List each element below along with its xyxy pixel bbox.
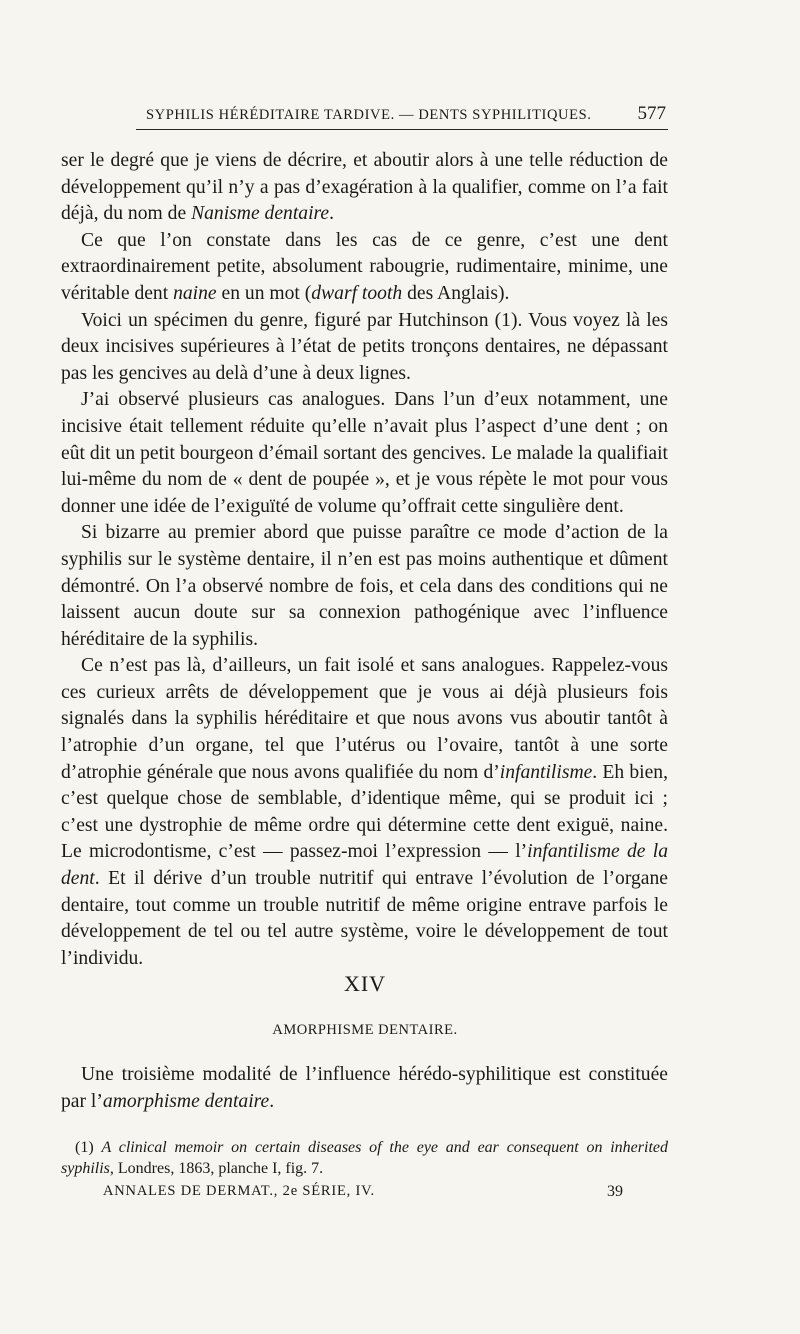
italic-text: amorphisme dentaire — [102, 1090, 270, 1112]
text-run: J’ai observé plusieurs cas analogues. Dans l’un d’eux notamment, une incisive était tellement réduite qu’elle n’avait plus l’aspect d’une dent ; on eût dit un petit bourgeon d’émail sortant des gencives. Le malade la qualifiait lui-même du nom de « dent de poupée », et je vous répète le mot pour vous donner une idée de l’exiguïté de volume qu’offrait cette singulière dent. — [61, 389, 668, 517]
running-head — [146, 103, 666, 125]
text-run: , Londres, 1863, planche I, fig. 7. — [109, 1160, 324, 1177]
text-run: Si bizarre au premier abord que puisse paraître ce mode d’action de la syphilis sur le système dentaire, il n’en est pas moins authentique et dûment démontré. On l’a observé nombre de fois, et cela dans des conditions qui ne laissent aucun doute sur sa connexion pathogénique avec l’influence héréditaire de la syphilis. — [61, 522, 668, 650]
text-run: (1) — [75, 1139, 102, 1156]
paragraph — [61, 148, 668, 228]
body-text — [61, 148, 668, 972]
text-run: Une troisième modalité de l’influence hérédo-syphilitique est constituée par l’ — [61, 1064, 668, 1112]
journal-signature: ANNALES DE DERMAT., 2e SÉRIE, IV. — [103, 1183, 375, 1199]
paragraph — [61, 387, 668, 520]
paragraph — [61, 228, 668, 308]
italic-text: A clinical memoir on certain diseases of the eye and ear consequent on inherited syphilis — [61, 1139, 669, 1177]
signature-line — [103, 1183, 623, 1201]
text-run: . — [269, 1090, 275, 1112]
section-paragraph — [61, 1062, 668, 1115]
text-run: Ce n’est pas là, d’ailleurs, un fait isolé et sans analogues. Rappelez-vous ces curieux arrêts de développement que je vous ai déjà plusieurs fois signalés dans la syphilis héréditaire et que nous avons vus aboutir tantôt à l’atrophie d’un organe, tel que l’utérus ou l’ovaire, tantôt à une sorte d’atrophie générale que nous avons qualifiée du nom d’ — [61, 655, 668, 783]
text-run: en un mot ( — [216, 282, 312, 304]
sheet-number: 39 — [607, 1183, 623, 1200]
footnote — [61, 1137, 668, 1179]
text-run: ser le degré que je viens de décrire, et aboutir alors à une telle réduction de développement qu’il n’y a pas d’exagération à la qualifier, comme on l’a fait déjà, du nom de — [61, 150, 668, 225]
running-title: SYPHILIS HÉRÉDITAIRE TARDIVE. — DENTS SYPHILITIQUES. — [146, 107, 592, 123]
paragraph — [61, 308, 668, 388]
section-title: AMORPHISME DENTAIRE. — [272, 1022, 458, 1038]
chapter-number: XIV — [343, 971, 387, 996]
section-body — [61, 1062, 668, 1115]
text-run: des Anglais). — [402, 282, 510, 304]
page-number: 577 — [637, 103, 666, 124]
text-run: . Et il dérive d’un trouble nutritif qui entrave l’évolution de l’organe dentaire, tout comme un trouble nutritif de même origine entrave parfois le développement de tel ou tel autre système, voire le développement de tout l’individu. — [61, 868, 668, 969]
italic-text: Nanisme dentaire — [191, 203, 330, 225]
italic-text: infantilisme — [499, 761, 593, 783]
italic-text: naine — [173, 282, 217, 304]
italic-text: infantilisme de la dent — [61, 841, 669, 890]
text-run: . — [329, 203, 335, 225]
paragraph — [61, 520, 668, 653]
header-rule — [136, 129, 668, 130]
text-run: Ce que l’on constate dans les cas de ce genre, c’est une dent extraordinairement petite, absolument rabougrie, rudimentaire, minime, une véritable dent — [61, 229, 668, 304]
italic-text: dwarf tooth — [311, 282, 403, 304]
footnote-text — [61, 1137, 668, 1179]
text-run: . Eh bien, c’est quelque chose de semblable, d’identique même, qui se produit ici ; c’est une dystrophie de même ordre qui détermine cette dent exiguë, naine. Le microdontisme, c’est — passez-moi l’expression — l’ — [61, 761, 668, 863]
text-run: Voici un spécimen du genre, figuré par Hutchinson (1). Vous voyez là les deux incisives supérieures à l’état de petits tronçons dentaires, ne dépassant pas les gencives au delà d’une à deux lignes. — [61, 309, 668, 384]
paragraph — [61, 653, 668, 972]
